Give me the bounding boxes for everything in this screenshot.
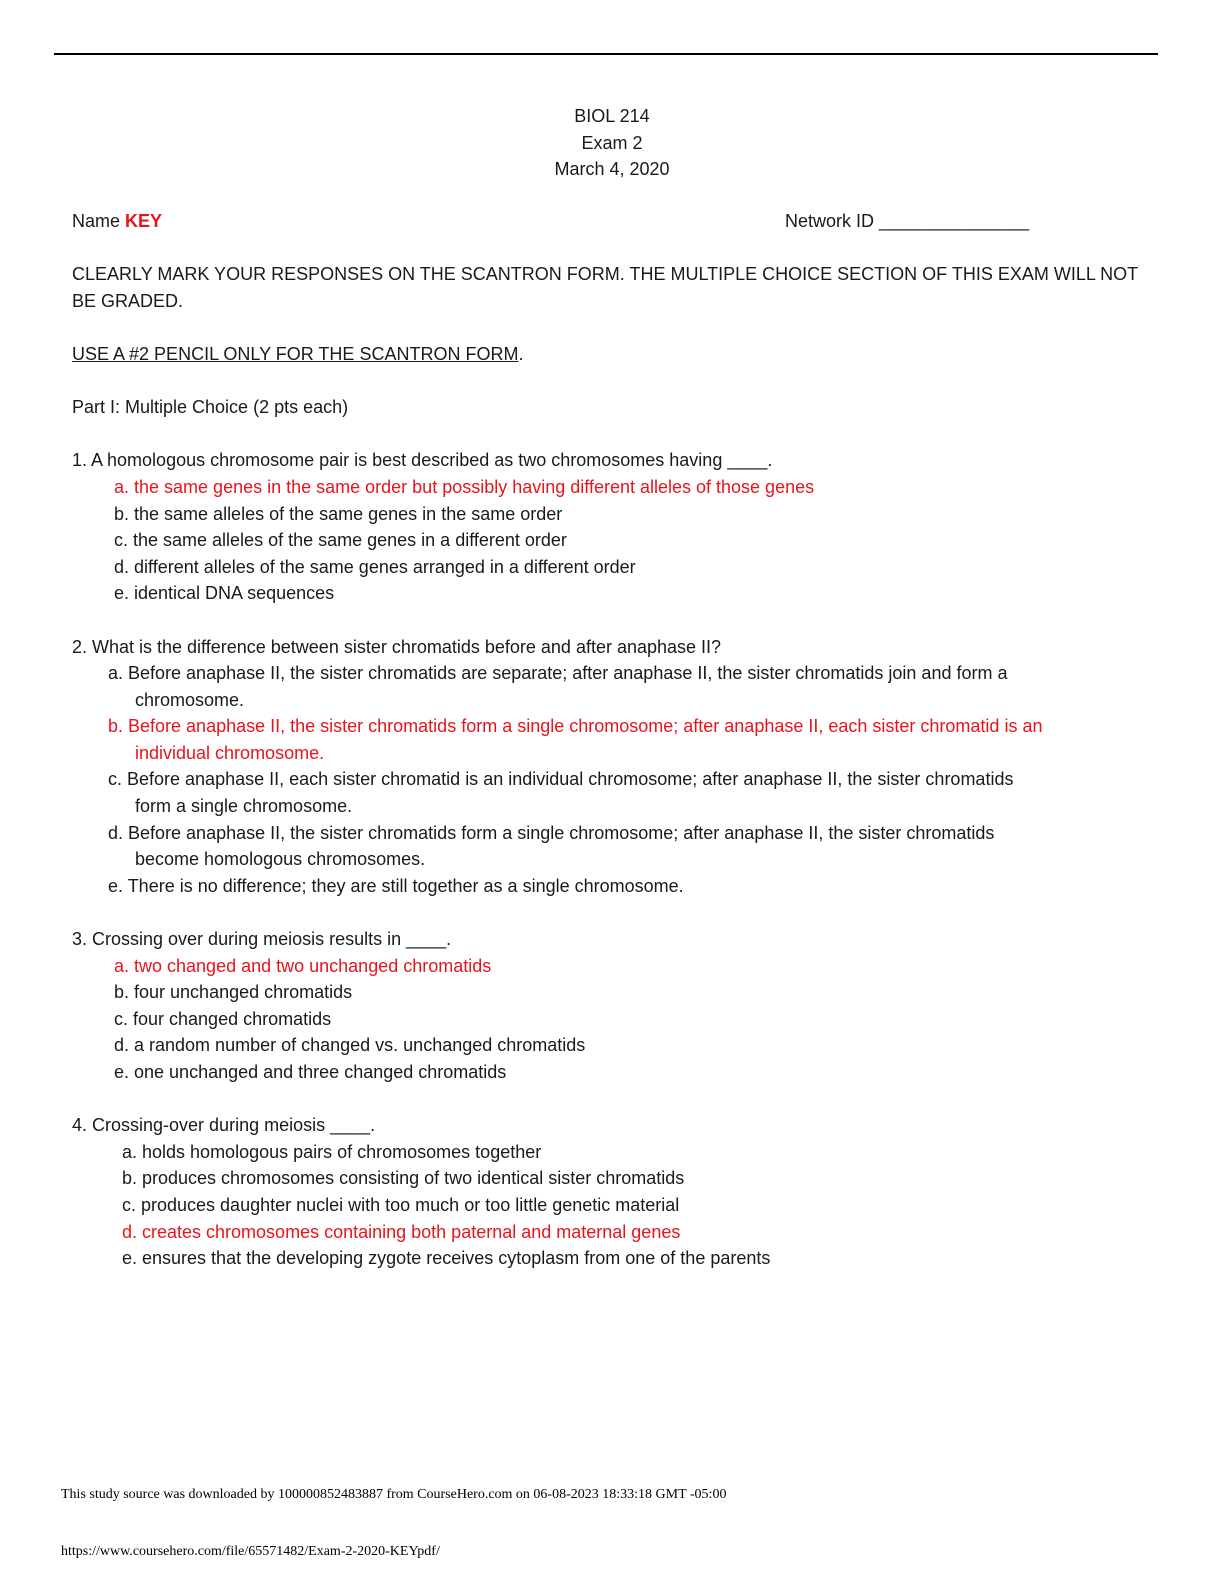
question-3 xyxy=(72,926,1152,1086)
pencil-notice xyxy=(72,341,1152,368)
option-correct xyxy=(72,713,1152,766)
option xyxy=(72,766,1152,819)
option-line-wrap: become homologous chromosomes. xyxy=(135,849,426,870)
option xyxy=(72,660,1152,713)
question-1 xyxy=(72,447,1152,607)
top-rule xyxy=(54,53,1158,55)
exam-date: March 4, 2020 xyxy=(554,159,670,179)
option-line: e. There is no difference; they are still together as a single chromosome. xyxy=(108,875,684,896)
option-line-wrap: form a single chromosome. xyxy=(135,796,353,817)
option xyxy=(72,820,1152,873)
network-id-field: Network ID _______________ xyxy=(785,211,1030,231)
option: d. a random number of changed vs. unchanged chromatids xyxy=(114,1035,586,1056)
option: b. produces chromosomes consisting of two identical sister chromatids xyxy=(122,1168,685,1189)
question-4 xyxy=(72,1112,1152,1272)
question-stem: 2. What is the difference between sister chromatids before and after anaphase II? xyxy=(72,636,722,657)
option-line-wrap: individual chromosome. xyxy=(135,742,325,763)
option-line: b. Before anaphase II, the sister chromatids form a single chromosome; after anaphase II, each sister chromatid is an xyxy=(108,716,1043,737)
scantron-notice: CLEARLY MARK YOUR RESPONSES ON THE SCANTRON FORM. THE MULTIPLE CHOICE SECTION OF THIS EXAM WILL NOT BE GRADED. xyxy=(72,264,1138,311)
exam-body xyxy=(72,208,1152,1272)
pencil-notice-text: USE A #2 PENCIL ONLY FOR THE SCANTRON FORM xyxy=(72,343,519,364)
name-row xyxy=(72,208,1152,235)
option: e. identical DNA sequences xyxy=(114,583,335,604)
download-source-notice: This study source was downloaded by 100000852483887 from CourseHero.com on 06-08-2023 18:33:18 GMT -05:00 xyxy=(61,1487,727,1502)
option-correct: d. creates chromosomes containing both paternal and maternal genes xyxy=(122,1221,681,1242)
option-correct: a. the same genes in the same order but possibly having different alleles of those genes xyxy=(114,476,815,497)
option: a. holds homologous pairs of chromosomes together xyxy=(122,1141,542,1162)
option-line: a. Before anaphase II, the sister chromatids are separate; after anaphase II, the sister chromatids join and form a xyxy=(108,663,1008,684)
part1-title: Part I: Multiple Choice (2 pts each) xyxy=(72,397,349,418)
question-stem: 1. A homologous chromosome pair is best described as two chromosomes having ____. xyxy=(72,450,773,471)
name-field xyxy=(72,208,162,235)
source-url[interactable]: https://www.coursehero.com/file/65571482/Exam-2-2020-KEYpdf/ xyxy=(61,1544,440,1559)
option-line: c. Before anaphase II, each sister chromatid is an individual chromosome; after anaphase II, the sister chromatids xyxy=(108,769,1014,790)
exam-title: Exam 2 xyxy=(581,132,643,153)
option: b. four unchanged chromatids xyxy=(114,982,353,1003)
option: c. the same alleles of the same genes in a different order xyxy=(114,530,567,551)
exam-header xyxy=(0,103,1224,183)
option: d. different alleles of the same genes arranged in a different order xyxy=(114,556,636,577)
question-stem: 3. Crossing over during meiosis results in ____. xyxy=(72,929,452,950)
option-line-wrap: chromosome. xyxy=(135,689,245,710)
option: e. one unchanged and three changed chromatids xyxy=(114,1062,507,1082)
pencil-notice-period: . xyxy=(518,343,524,364)
option xyxy=(72,873,1152,900)
option: b. the same alleles of the same genes in the same order xyxy=(114,503,563,524)
key-label: KEY xyxy=(125,211,163,231)
option: c. four changed chromatids xyxy=(114,1008,332,1029)
course-title: BIOL 214 xyxy=(574,106,650,126)
option: e. ensures that the developing zygote receives cytoplasm from one of the parents xyxy=(122,1248,771,1269)
option-line: d. Before anaphase II, the sister chromatids form a single chromosome; after anaphase II, the sister chromatids xyxy=(108,822,995,843)
option-correct: a. two changed and two unchanged chromatids xyxy=(114,955,492,976)
question-stem: 4. Crossing-over during meiosis ____. xyxy=(72,1115,376,1136)
name-label: Name xyxy=(72,211,126,231)
option: c. produces daughter nuclei with too much or too little genetic material xyxy=(122,1194,680,1215)
question-2 xyxy=(72,634,1152,900)
